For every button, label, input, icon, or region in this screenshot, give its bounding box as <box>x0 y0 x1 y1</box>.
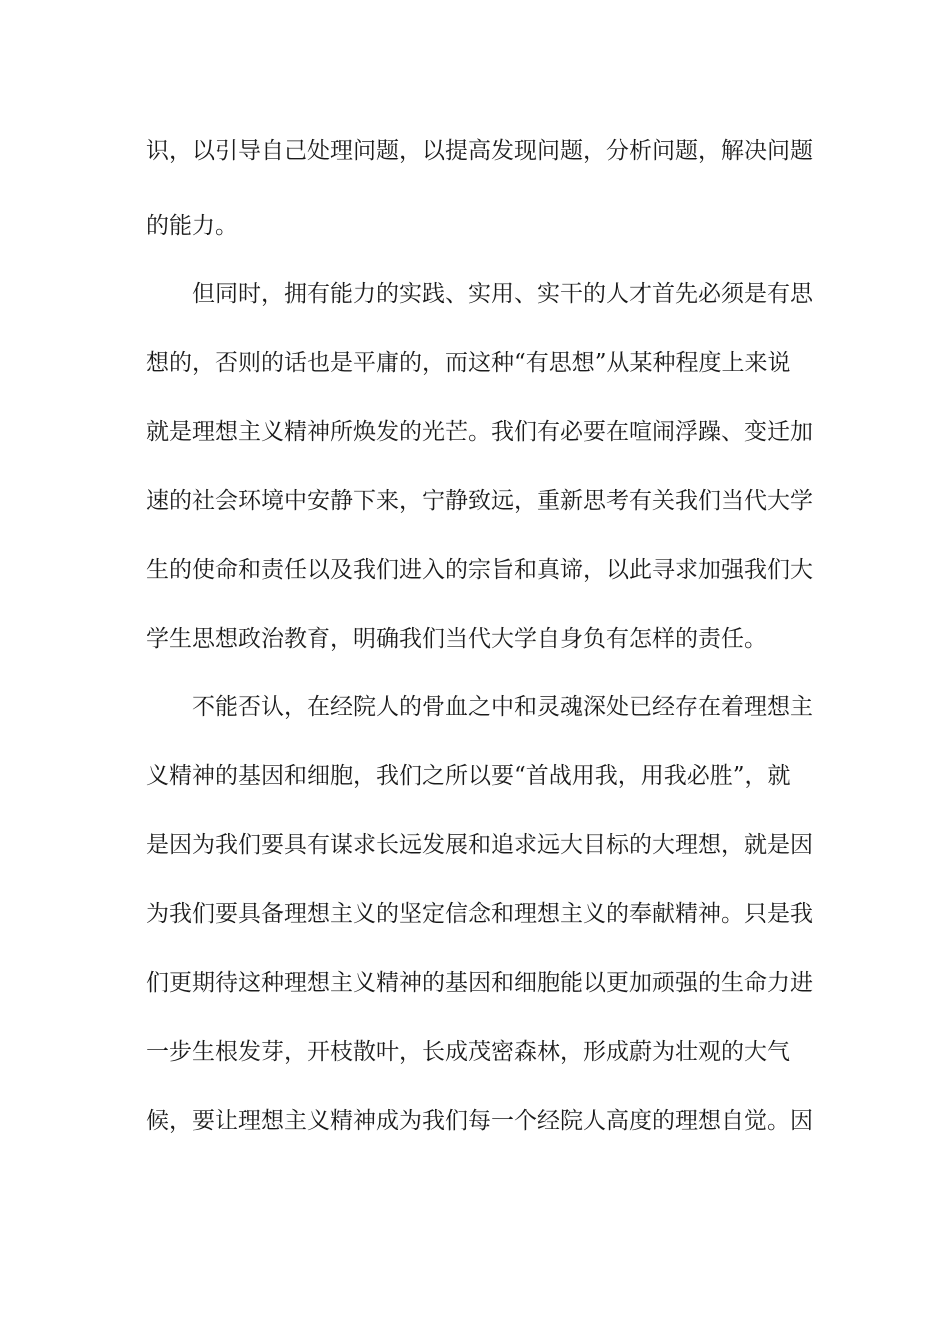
text-line: 义精神的基因和细胞，我们之所以要“首战用我，用我必胜”，就 <box>146 763 791 789</box>
text-line: 为我们要具备理想主义的坚定信念和理想主义的奉献精神。只是我 <box>146 901 813 927</box>
paragraph-first-line: 但同时，拥有能力的实践、实用、实干的人才首先必须是有思 <box>192 281 813 307</box>
text-line: 们更期待这种理想主义精神的基因和细胞能以更加顽强的生命力进 <box>146 970 813 996</box>
text-line: 想的，否则的话也是平庸的，而这种“有思想”从某种程度上来说 <box>146 350 791 376</box>
text-line: 识，以引导自己处理问题，以提高发现问题，分析问题，解决问题 <box>146 138 813 164</box>
text-line: 的能力。 <box>146 213 238 239</box>
text-line: 生的使命和责任以及我们进入的宗旨和真谛，以此寻求加强我们大 <box>146 557 813 583</box>
text-line: 候，要让理想主义精神成为我们每一个经院人高度的理想自觉。因 <box>146 1108 813 1134</box>
paragraph-first-line: 不能否认，在经院人的骨血之中和灵魂深处已经存在着理想主 <box>192 694 813 720</box>
text-line: 学生思想政治教育，明确我们当代大学自身负有怎样的责任。 <box>146 626 767 652</box>
text-line: 就是理想主义精神所焕发的光芒。我们有必要在喧闹浮躁、变迁加 <box>146 419 813 445</box>
text-line: 是因为我们要具有谋求长远发展和追求远大目标的大理想，就是因 <box>146 832 813 858</box>
text-line: 一步生根发芽，开枝散叶，长成茂密森林，形成蔚为壮观的大气 <box>146 1039 790 1065</box>
text-line: 速的社会环境中安静下来，宁静致远，重新思考有关我们当代大学 <box>146 488 813 514</box>
